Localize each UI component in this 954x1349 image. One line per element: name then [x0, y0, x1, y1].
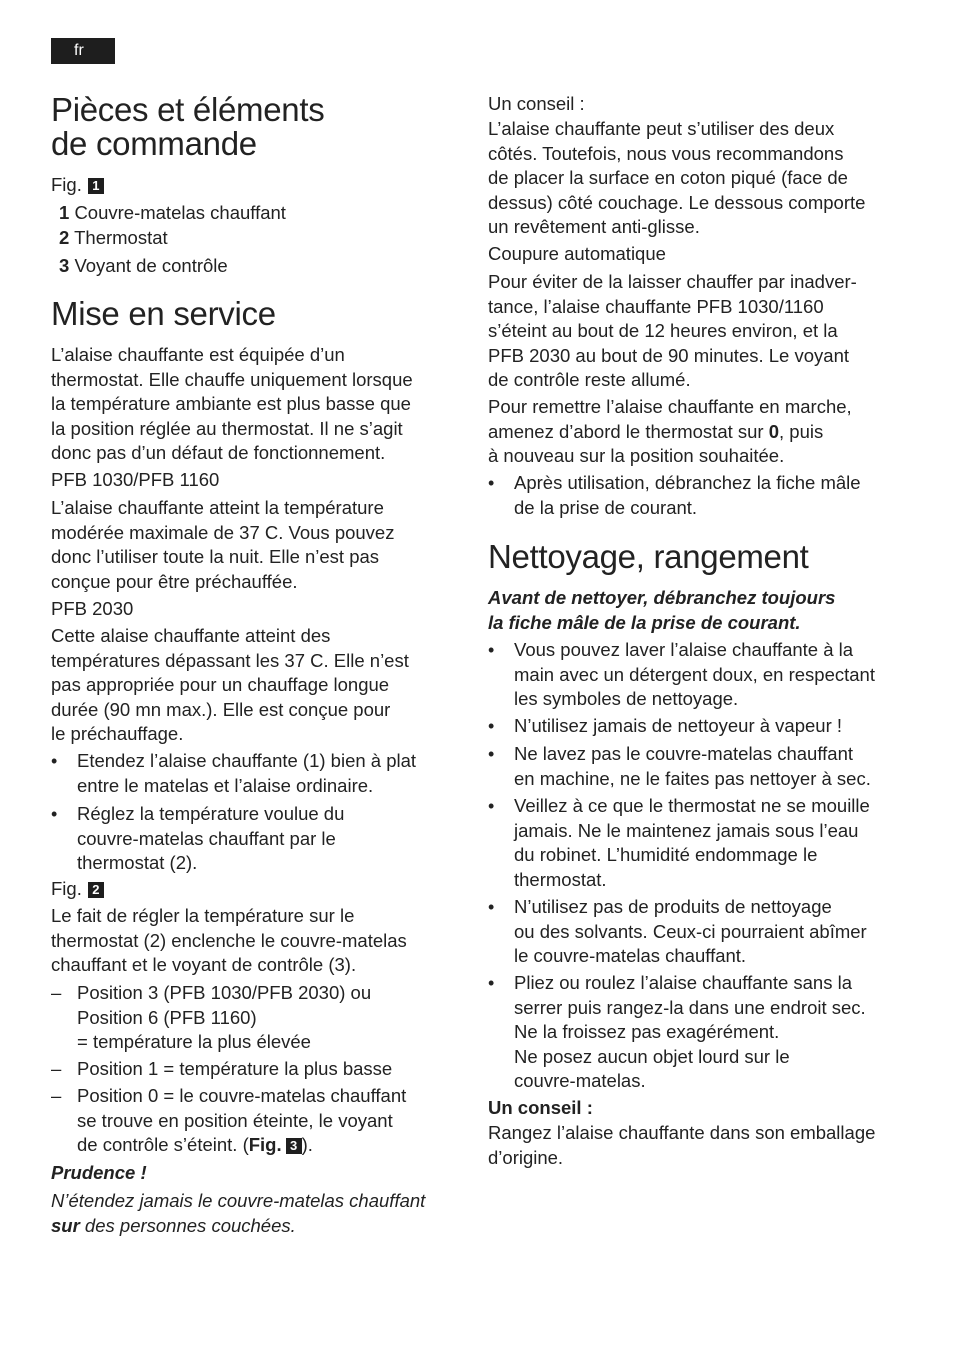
text-line: de contrôle reste allumé.: [488, 369, 691, 391]
item-text: Couvre-matelas chauffant: [74, 202, 286, 223]
parts-list: [59, 201, 286, 279]
text-line: • N’utilisez jamais de nettoyeur à vapeur !: [514, 715, 843, 736]
text-fragment: de contrôle s’éteint. (: [77, 1134, 249, 1156]
text-line: un revêtement anti-glisse.: [488, 216, 700, 238]
figure-label: Fig.: [51, 174, 82, 195]
text-line: donc l’utiliser toute la nuit. Elle n’est pas: [51, 546, 380, 568]
text-line: Position 6 (PFB 1160): [77, 1006, 257, 1028]
pfb2030-paragraph: [51, 624, 409, 747]
text-line: thermostat (2).: [77, 852, 198, 874]
figure-number: 3: [286, 1138, 302, 1154]
pfb1030-paragraph: [51, 496, 394, 594]
bullet-item: [488, 471, 861, 520]
text-line: – Position 0 = le couvre-matelas chauffant: [77, 1085, 407, 1106]
text-line: en machine, ne le faites pas nettoyer à sec.: [514, 767, 871, 789]
dash-item: [51, 1057, 392, 1082]
text-line: [77, 1133, 406, 1158]
text-line: entre le matelas et l’alaise ordinaire.: [77, 774, 374, 796]
text-line: à nouveau sur la position souhaitée.: [488, 445, 785, 467]
language-tab: fr: [51, 38, 115, 64]
text-line: • Réglez la température voulue du: [77, 803, 345, 824]
caution-text: [51, 1189, 425, 1238]
text-line: L’alaise chauffante est équipée d’un: [51, 344, 345, 365]
text-line: L’alaise chauffante peut s’utiliser des deux: [488, 118, 835, 139]
text-line: conçue pour être préchauffée.: [51, 570, 298, 592]
text-fragment: , puis: [779, 420, 824, 442]
text-line: durée (90 mn max.). Elle est conçue pour: [51, 698, 391, 720]
text-line: jamais. Ne le maintenez jamais sous l’eau: [514, 819, 859, 841]
bullet-item: [51, 802, 344, 876]
bullet-item: [488, 895, 867, 969]
text-fragment: des personnes couchées.: [79, 1214, 296, 1236]
text-line: côtés. Toutefois, nous vous recommandons: [488, 142, 844, 164]
text-line: • Ne lavez pas le couvre-matelas chauffant: [514, 743, 854, 764]
bullet-item: [488, 742, 871, 791]
text-line: ou des solvants. Ceux-ci pourraient abîmer: [514, 920, 867, 942]
text-line: [488, 420, 852, 445]
subheading-pfb1030: PFB 1030/PFB 1160: [51, 469, 220, 490]
text-line: tance, l’alaise chauffante PFB 1030/1160: [488, 295, 824, 317]
text-line: pas appropriée pour un chauffage longue: [51, 674, 390, 696]
section-title-parts: [51, 93, 324, 161]
section-title-line: Pièces et éléments: [51, 91, 325, 128]
text-line: le couvre-matelas chauffant.: [514, 945, 747, 967]
text-line: thermostat. Elle chauffe uniquement lorsque: [51, 368, 413, 390]
dash-item: [51, 1084, 406, 1158]
text-line: couvre-matelas chauffant par le: [77, 827, 336, 849]
list-item: [59, 254, 286, 279]
text-line: la température ambiante est plus basse que: [51, 393, 411, 415]
text-line: la fiche mâle de la prise de courant.: [488, 611, 801, 633]
dash-item: [51, 981, 371, 1055]
text-line: • N’utilisez pas de produits de nettoyage: [514, 896, 832, 917]
text-fragment: 0: [768, 420, 780, 442]
text-fragment: amenez d’abord le thermostat sur: [488, 420, 769, 442]
text-line: L’alaise chauffante atteint la température: [51, 497, 384, 518]
tip-title: Un conseil :: [488, 93, 585, 114]
text-line: de placer la surface en coton piqué (face de: [488, 167, 848, 189]
fig2-paragraph: [51, 904, 407, 978]
restart-paragraph: [488, 395, 852, 469]
subheading-pfb2030: PFB 2030: [51, 598, 134, 619]
text-line: Pour remettre l’alaise chauffante en marche,: [488, 396, 852, 417]
text-line: d’origine.: [488, 1146, 564, 1168]
text-line: • Etendez l’alaise chauffante (1) bien à plat: [77, 750, 417, 771]
bullet-item: [488, 794, 870, 892]
text-line: de la prise de courant.: [514, 496, 698, 518]
bullet-item: [488, 638, 875, 712]
figure-ref-2: [51, 877, 104, 902]
text-line: températures dépassant les 37 C. Elle n’est: [51, 649, 409, 671]
figure-label: Fig.: [51, 878, 82, 899]
text-line: le préchauffage.: [51, 723, 184, 745]
figure-ref-1: [51, 173, 104, 198]
text-fragment: ).: [301, 1134, 313, 1156]
list-item: [59, 201, 286, 226]
text-line: Le fait de régler la température sur le: [51, 905, 355, 926]
text-line: Pour éviter de la laisser chauffer par inadver-: [488, 271, 857, 292]
subheading-auto-off: Coupure automatique: [488, 243, 666, 264]
text-line: • Veillez à ce que le thermostat ne se mouille: [514, 795, 870, 816]
text-line: Ne posez aucun objet lourd sur le: [514, 1045, 790, 1067]
text-line: N’étendez jamais le couvre-matelas chauffant: [51, 1190, 426, 1211]
item-number: 3: [59, 255, 70, 276]
tip-paragraph: [488, 117, 865, 240]
text-line: serrer puis rangez-la dans une endroit sec.: [514, 996, 866, 1018]
item-text: Thermostat: [74, 227, 168, 248]
figure-label: Fig.: [248, 1134, 282, 1156]
text-line: les symboles de nettoyage.: [514, 688, 739, 710]
text-line: • Vous pouvez laver l’alaise chauffante à la: [514, 639, 854, 660]
text-line: – Position 3 (PFB 1030/PFB 2030) ou: [77, 982, 372, 1003]
caution-title: Prudence !: [51, 1162, 147, 1183]
text-line: s’éteint au bout de 12 heures environ, et la: [488, 320, 838, 342]
text-line: couvre-matelas.: [514, 1070, 646, 1092]
auto-off-paragraph: [488, 270, 857, 393]
bullet-item: [51, 749, 416, 798]
section-title-setup: Mise en service: [51, 295, 276, 332]
text-line: main avec un détergent doux, en respectant: [514, 663, 875, 685]
text-line: PFB 2030 au bout de 90 minutes. Le voyant: [488, 344, 849, 366]
tip-paragraph: [488, 1121, 875, 1170]
text-line: la position réglée au thermostat. Il ne s’agit: [51, 417, 403, 439]
bullet-item: [488, 971, 866, 1094]
text-line: donc pas d’un défaut de fonctionnement.: [51, 442, 386, 464]
text-line: chauffant et le voyant de contrôle (3).: [51, 954, 357, 976]
figure-number: 2: [88, 882, 104, 898]
section-title-cleaning: Nettoyage, rangement: [488, 538, 809, 575]
tip-title: Un conseil :: [488, 1097, 593, 1118]
text-line: Cette alaise chauffante atteint des: [51, 625, 331, 646]
text-line: thermostat (2) enclenche le couvre-matelas: [51, 929, 407, 951]
text-line: dessus) côté couchage. Le dessous comporte: [488, 191, 866, 213]
figure-number: 1: [88, 178, 104, 194]
section-title-line: de commande: [51, 125, 257, 162]
text-line: = température la plus élevée: [77, 1031, 311, 1053]
text-line: [51, 1214, 425, 1239]
item-text: Voyant de contrôle: [74, 255, 228, 276]
text-line: Ne la froissez pas exagérément.: [514, 1021, 780, 1043]
text-line: thermostat.: [514, 868, 607, 890]
bullet-item: [488, 714, 842, 739]
text-fragment: sur: [51, 1214, 80, 1236]
text-line: Avant de nettoyer, débranchez toujours: [488, 587, 836, 608]
text-line: du robinet. L’humidité endommage le: [514, 844, 818, 866]
text-line: Rangez l’alaise chauffante dans son emballage: [488, 1122, 876, 1143]
cleaning-warning: [488, 586, 835, 635]
text-line: se trouve en position éteinte, le voyant: [77, 1109, 393, 1131]
text-line: • Pliez ou roulez l’alaise chauffante sans la: [514, 972, 853, 993]
item-number: 2: [59, 227, 70, 248]
text-line: modérée maximale de 37 C. Vous pouvez: [51, 521, 395, 543]
text-line: – Position 1 = température la plus basse: [77, 1058, 393, 1079]
item-number: 1: [59, 202, 70, 223]
list-item: [59, 226, 286, 254]
text-line: • Après utilisation, débranchez la fiche mâle: [514, 472, 861, 493]
intro-paragraph: [51, 343, 413, 466]
